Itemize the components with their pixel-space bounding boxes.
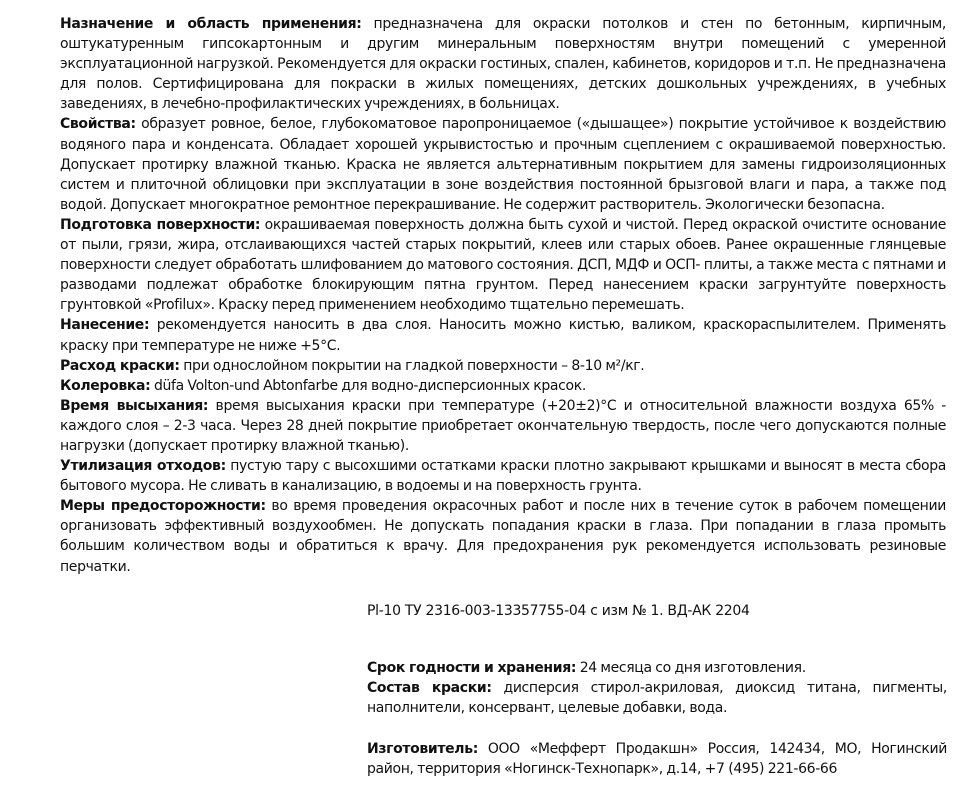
section-label: Назначение и область применения: — [60, 16, 362, 32]
composition-label: Состав краски: — [367, 680, 492, 697]
spacer — [367, 719, 947, 739]
info-block — [367, 658, 947, 779]
shelf-life-text: 24 месяца со дня изготовления. — [576, 660, 806, 676]
section-application — [60, 315, 946, 355]
section-text: при однослойном покрытии на гладкой поверхности – 8-10 м²/кг. — [179, 357, 645, 374]
section-text: окрашиваемая поверхность должна быть сухой и чистой. Перед окраской очистите основание от пыли, грязи, жира, отслаивающихся частей старых покрытий, клеев или старых обоев. Ранее окрашенные глянцевые поверхности следует обработать шлифованием до матового состояния. ДСП, МДФ и ОСП- плиты, а также места с пятнами и разводами подлежат обработке блокирующим пятна грунтом. Перед нанесением краски загрунтуйте поверхность грунтовкой «Profilux». Краску перед применением необходимо тщательно перемешать. — [60, 216, 946, 314]
manufacturer-label: Изготовитель: — [367, 740, 478, 757]
section-drying-time — [60, 396, 946, 456]
section-purpose — [60, 14, 946, 114]
section-label: Нанесение: — [60, 317, 150, 334]
section-text: düfa Volton-und Abtonfarbe для водно-дисперсионных красок. — [150, 377, 586, 394]
manufacturer — [367, 739, 947, 779]
main-text-block — [60, 14, 946, 577]
section-properties — [60, 114, 946, 214]
section-text: образует ровное, белое, глубокоматовое паропроницаемое («дышащее») покрытие устойчивое к воздействию водяного пара и конденсата. Обладает хорошей укрывистостью и прочным сцеплением с окрашиваемой поверхностью. Допускает протирку влажной тканью. Краска не является альтернативным покрытием для замены гидроизоляционных систем и плиточной облицовки при эксплуатации в зоне воздействия постоянной брызговой влаги и пара, а также под водой. Допускает многократное ремонтное перекрашивание. Не содержит растворитель. Экологически безопасна. — [60, 116, 946, 213]
section-text: время высыхания краски при температуре (+20±2)°С и относительной влажности воздуха 65% - каждого слоя – 2-3 часа. Через 28 дней покрытие приобретает окончательную твердость, после чего допускаются полные нагрузки (допускает протирку влажной тканью). — [60, 397, 947, 454]
section-label: Подготовка поверхности: — [60, 216, 261, 233]
shelf-life — [367, 658, 947, 678]
manufacturer-text: ООО «Мефферт Продакшн» Россия, 142434, МО, Ногинский район, территория «Ногинск-Технопарк», д.14, +7 (495) 221-66-66 — [367, 740, 947, 777]
section-text: рекомендуется наносить в два слоя. Наносить можно кистью, валиком, краскораспылителем. Применять краску при температуре не ниже +5°С. — [60, 317, 946, 354]
composition — [367, 678, 947, 718]
section-text: пустую тару с высохшими остатками краски плотно закрывают крышками и выносят в места сбора бытового мусора. Не сливать в канализацию, в водоемы и на поверхность грунта. — [60, 458, 946, 495]
section-text: предназначена для окраски потолков и стен по бетонным, кирпичным, оштукатуренным гипсокартонным и другим минеральным поверхностям внутри помещений с умеренной эксплуатационной нагрузкой. Рекомендуется для окраски гостиных, спален, кабинетов, коридоров и т.п. Не предназначена для полов. Сертифицирована для покраски в жилых помещениях, детских дошкольных учреждениях, в учебных заведениях, в лечебно-профилактических учреждениях, в больницах. — [60, 16, 946, 113]
section-label: Время высыхания: — [60, 397, 209, 414]
shelf-life-label: Срок годности и хранения: — [367, 660, 577, 676]
section-waste-disposal — [60, 456, 946, 496]
section-tinting — [60, 376, 946, 396]
section-label: Утилизация отходов: — [60, 458, 226, 475]
section-label: Меры предосторожности: — [60, 498, 266, 515]
section-consumption — [60, 356, 946, 376]
composition-text: дисперсия стирол-акриловая, диоксид титана, пигменты, наполнители, консервант, целевые добавки, вода. — [367, 680, 947, 717]
section-label: Свойства: — [60, 116, 136, 133]
tu-standard-line: Pl-10 ТУ 2316-003-13357755-04 с изм № 1. ВД-АК 2204 — [367, 603, 750, 619]
section-label: Расход краски: — [60, 357, 180, 374]
section-surface-preparation — [60, 215, 946, 315]
section-precautions — [60, 496, 946, 576]
section-label: Колеровка: — [60, 377, 151, 394]
section-text: во время проведения окрасочных работ и после них в течение суток в рабочем помещении организовать эффективный воздухообмен. Не допускать попадания краски в глаза. При попадании в глаза промыть большим количеством воды и обратиться к врачу. Для предохранения рук рекомендуется использовать резиновые перчатки. — [60, 498, 946, 575]
